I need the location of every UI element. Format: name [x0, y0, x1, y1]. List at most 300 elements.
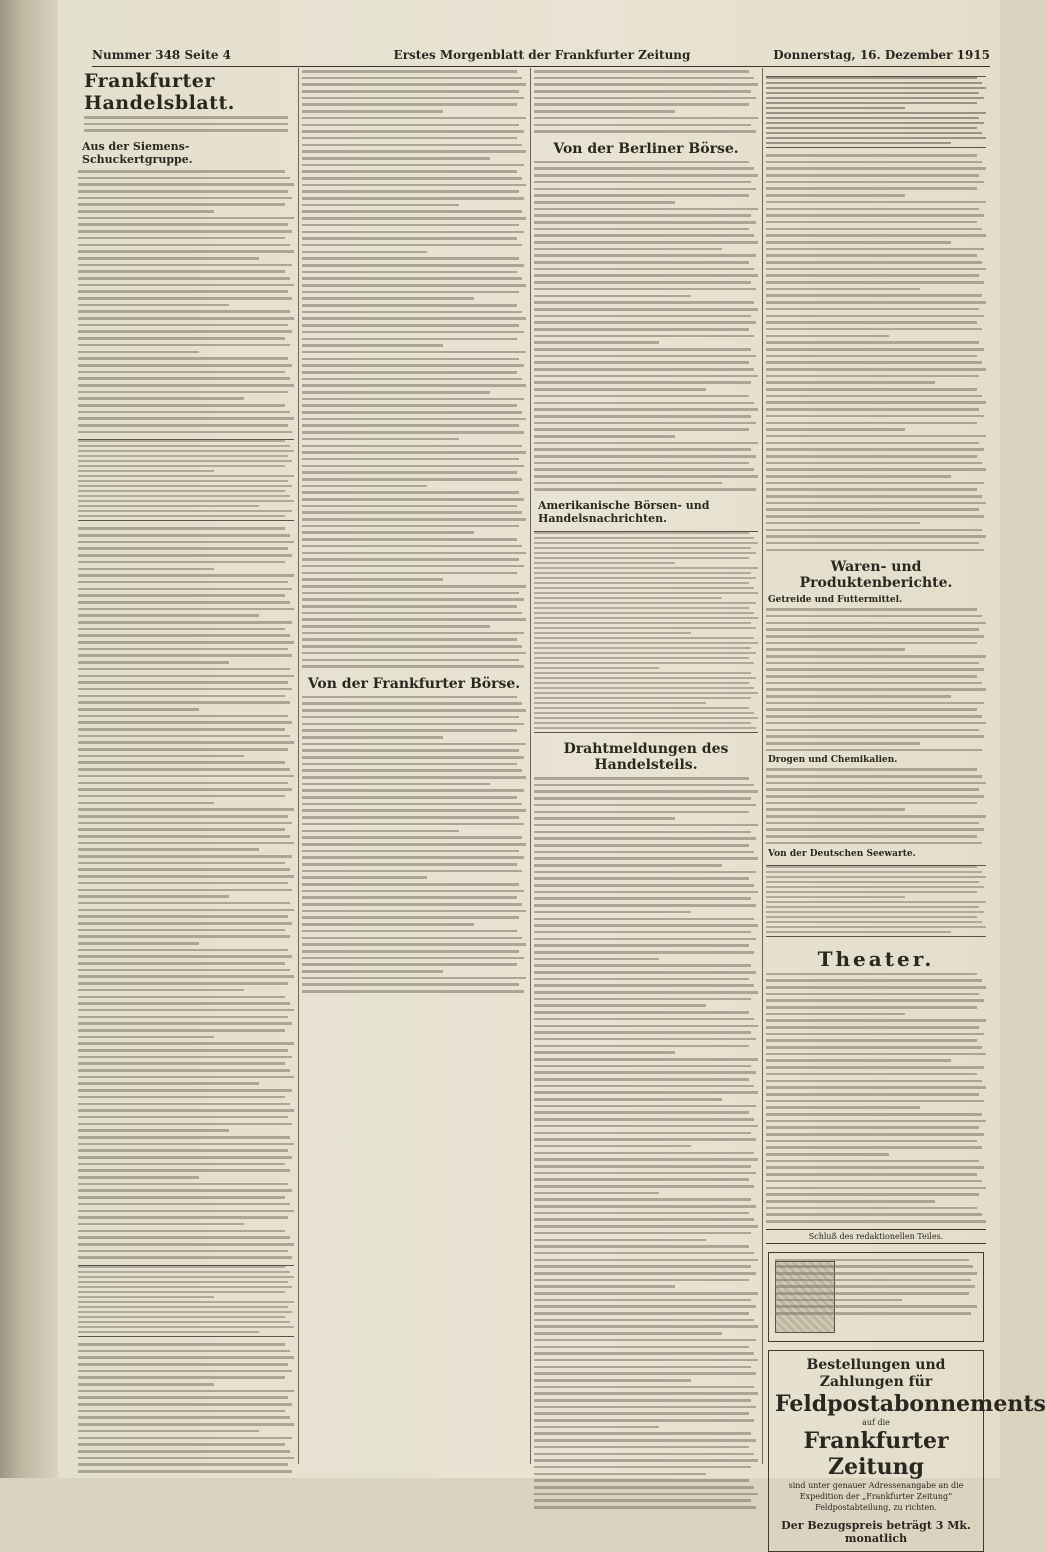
text-line: [302, 90, 519, 93]
text-line: [78, 788, 292, 791]
text-line: [766, 788, 979, 791]
text-line: [78, 1056, 292, 1059]
column-rule: [530, 68, 531, 1464]
text-line: [302, 538, 517, 541]
text-line: [766, 77, 977, 79]
text-line: [534, 702, 706, 704]
text-line: [78, 1266, 285, 1268]
text-line: [766, 886, 984, 888]
text-line: [766, 1073, 977, 1076]
text-line: [78, 588, 292, 591]
text-line: [534, 1506, 756, 1509]
text-line: [78, 470, 214, 472]
text-line: [78, 822, 292, 825]
text-line: [78, 1356, 294, 1359]
text-line: [78, 1096, 285, 1099]
text-line: [302, 729, 517, 732]
text-line: [766, 508, 979, 511]
text-line: [766, 608, 977, 611]
text-line: [534, 891, 758, 894]
text-line: [766, 842, 982, 845]
text-line: [78, 465, 285, 467]
text-line: [302, 317, 526, 320]
text-line: [766, 194, 905, 197]
text-line: [78, 728, 285, 731]
text-line: [534, 90, 751, 93]
text-line: [766, 137, 986, 139]
text-line: [534, 712, 754, 714]
editorial-end-notice: Schluß des redaktionellen Teiles.: [766, 1229, 986, 1244]
text-line: [302, 809, 526, 812]
text-line: [534, 1346, 749, 1349]
text-line: [766, 241, 951, 244]
text-line: [302, 545, 522, 548]
text-line: [78, 445, 290, 447]
text-line: [78, 1403, 292, 1406]
text-line: [302, 950, 519, 953]
text-line: [534, 1118, 754, 1121]
text-line: [766, 1207, 977, 1210]
text-line: [766, 415, 984, 418]
text-line: [302, 970, 443, 973]
text-line: [534, 130, 756, 133]
text-line: [302, 876, 427, 879]
text-line: [534, 657, 749, 659]
text-line: [534, 355, 756, 358]
text-line: [302, 498, 524, 501]
text-line: [775, 1312, 971, 1315]
text-line: [534, 877, 749, 880]
text-line: [302, 297, 474, 300]
text-line: [534, 1172, 756, 1175]
text-line: [78, 431, 292, 434]
text-line: [766, 375, 979, 378]
text-line: [78, 695, 285, 698]
text-line: [534, 1299, 751, 1302]
text-line: [766, 1120, 986, 1123]
text-line: [534, 958, 659, 961]
text-line: [534, 622, 751, 624]
text-line: [302, 398, 524, 401]
text-line: [78, 875, 294, 878]
text-line: [534, 167, 754, 170]
text-line: [766, 1019, 986, 1022]
text-line: [302, 723, 524, 726]
text-line: [78, 581, 288, 584]
text-line: [78, 989, 244, 992]
text-line: [302, 702, 522, 705]
text-line: [534, 931, 751, 934]
text-line: [766, 132, 982, 134]
text-line: [78, 1230, 285, 1233]
text-line: [78, 534, 290, 537]
text-line: [78, 404, 285, 407]
text-line: [78, 1103, 290, 1106]
text-line: [534, 998, 751, 1001]
text-line: [302, 652, 526, 655]
text-line: [78, 755, 244, 758]
text-line: [534, 1132, 751, 1135]
text-line: [766, 668, 984, 671]
text-line: [534, 375, 758, 378]
text-line: [78, 197, 292, 200]
text-line: [766, 435, 986, 438]
text-line: [766, 201, 986, 204]
text-line: [78, 250, 294, 253]
text-line: [766, 782, 986, 785]
text-line: [302, 823, 524, 826]
text-line: [78, 364, 292, 367]
text-line: [766, 401, 986, 404]
text-line: [302, 338, 517, 341]
text-line: [78, 795, 285, 798]
text-line: [766, 335, 889, 338]
text-line: [766, 622, 986, 625]
text-line: [534, 1071, 756, 1074]
text-line: [78, 1129, 229, 1132]
text-line: [534, 214, 751, 217]
text-line: [534, 707, 749, 709]
text-line: [534, 1025, 758, 1028]
text-line: [78, 929, 285, 932]
text-line: [534, 361, 749, 364]
text-line: [78, 1176, 199, 1179]
text-line: [766, 901, 986, 903]
text-line: [534, 542, 758, 544]
text-line: [302, 776, 526, 779]
text-line: [534, 784, 754, 787]
text-line: [78, 768, 290, 771]
text-line: [534, 1473, 706, 1476]
text-line: [302, 438, 459, 441]
text-line: [78, 217, 294, 220]
text-line: [78, 541, 294, 544]
text-line: [534, 1158, 758, 1161]
text-line: [534, 1011, 749, 1014]
text-line: [302, 77, 522, 80]
text-line: [78, 1076, 294, 1079]
text-line: [534, 811, 749, 814]
text-line: [78, 782, 288, 785]
text-line: [534, 672, 751, 674]
text-line: [78, 1443, 285, 1446]
text-line: [534, 1225, 758, 1228]
subheading: Von der Deutschen Seewarte.: [768, 848, 916, 859]
text-line: [534, 442, 758, 445]
text-line: [534, 435, 675, 438]
text-line: [302, 304, 517, 307]
text-line: [78, 440, 285, 442]
text-line: [766, 167, 986, 170]
text-line: [766, 808, 905, 811]
text-line: [302, 70, 517, 73]
text-line: [78, 1089, 292, 1092]
text-line: [302, 284, 526, 287]
text-line: [766, 815, 986, 818]
text-line: [534, 844, 749, 847]
text-line: [534, 884, 754, 887]
text-line: [766, 221, 977, 224]
text-line: [766, 455, 977, 458]
text-line: [534, 632, 691, 634]
text-line: [78, 802, 214, 805]
text-line: [766, 549, 984, 552]
text-line: [78, 614, 259, 617]
text-line: [534, 124, 751, 127]
text-line: [534, 537, 754, 539]
text-line: [534, 552, 756, 554]
text-line: [534, 1392, 758, 1395]
text-line: [534, 83, 758, 86]
text-line: [534, 837, 756, 840]
text-line: [775, 1265, 973, 1268]
text-line: [78, 1189, 292, 1192]
text-line: [78, 608, 294, 611]
text-line: [534, 727, 756, 729]
text-line: [766, 742, 920, 745]
text-line: [78, 748, 288, 751]
text-line: [302, 990, 524, 993]
text-line: [78, 1143, 294, 1146]
text-line: [534, 1486, 754, 1489]
text-line: [78, 982, 288, 985]
text-line: [766, 87, 986, 89]
text-line: [302, 585, 526, 588]
text-line: [302, 264, 524, 267]
text-line: [766, 768, 977, 771]
text-line: [302, 150, 526, 153]
text-line: [534, 348, 751, 351]
text-line: [534, 1446, 749, 1449]
text-line: [78, 270, 285, 273]
text-line: [302, 598, 524, 601]
text-line: [78, 634, 290, 637]
text-line: [78, 848, 259, 851]
text-line: [302, 796, 517, 799]
text-line: [534, 1218, 754, 1221]
text-line: [302, 204, 459, 207]
text-line: [302, 97, 524, 100]
text-line: [534, 964, 751, 967]
text-line: [78, 203, 285, 206]
text-line: [534, 117, 758, 120]
article-body: [534, 161, 758, 491]
text-line: [766, 876, 986, 878]
text-line: [78, 1116, 288, 1119]
text-line: [534, 268, 754, 271]
text-line: [78, 1236, 290, 1239]
text-line: [534, 1279, 749, 1282]
text-line: [302, 83, 526, 86]
text-line: [534, 1185, 754, 1188]
text-line: [534, 1265, 751, 1268]
ad-newspaper-name: Frankfurter Zeitung: [803, 1427, 949, 1480]
text-line: [302, 612, 522, 615]
text-line: [534, 368, 754, 371]
text-line: [766, 234, 986, 237]
text-line: [302, 843, 526, 846]
text-line: [766, 1066, 984, 1069]
article-heading: Aus der Siemens-Schuckertgruppe.: [82, 139, 193, 166]
text-line: [766, 381, 935, 384]
page-number: Nummer 348 Seite 4: [92, 48, 232, 62]
text-line: [78, 1156, 292, 1159]
text-line: [766, 254, 977, 257]
text-line: [766, 1100, 984, 1103]
text-line: [78, 842, 294, 845]
text-line: [534, 1031, 751, 1034]
text-line: [766, 341, 979, 344]
text-line: [78, 371, 285, 374]
text-line: [534, 1386, 754, 1389]
text-line: [534, 984, 754, 987]
text-line: [78, 1069, 290, 1072]
text-line: [302, 763, 517, 766]
text-line: [534, 1366, 751, 1369]
text-line: [766, 208, 979, 211]
text-line: [78, 675, 294, 678]
text-line: [534, 70, 749, 73]
text-line: [302, 244, 522, 247]
text-line: [534, 1085, 754, 1088]
text-line: [766, 112, 986, 114]
text-line: [78, 1256, 292, 1259]
text-line: [78, 701, 290, 704]
text-line: [534, 831, 751, 834]
text-line: [78, 1281, 288, 1283]
text-line: [78, 1321, 290, 1323]
text-line: [302, 124, 519, 127]
text-line: [78, 237, 285, 240]
text-line: [302, 378, 522, 381]
text-line: [534, 488, 756, 491]
text-line: [766, 395, 982, 398]
text-line: [78, 1210, 294, 1213]
text-line: [766, 973, 977, 976]
text-line: [78, 808, 294, 811]
text-line: [766, 127, 977, 129]
text-line: [78, 1250, 288, 1253]
text-line: [78, 902, 290, 905]
text-line: [534, 1406, 756, 1409]
text-line: [302, 324, 519, 327]
text-line: [534, 1239, 706, 1242]
text-line: [302, 465, 524, 468]
text-line: [534, 1192, 659, 1195]
text-line: [78, 1301, 294, 1303]
text-line: [766, 348, 984, 351]
text-line: [302, 709, 526, 712]
text-line: [78, 515, 285, 517]
text-line: [78, 1109, 294, 1112]
text-line: [766, 1080, 982, 1083]
text-line: [766, 408, 979, 411]
text-line: [78, 828, 285, 831]
text-line: [78, 862, 285, 865]
text-line: [302, 411, 522, 414]
text-line: [766, 1213, 982, 1216]
text-line: [766, 448, 984, 451]
text-line: [302, 890, 524, 893]
text-line: [78, 495, 290, 497]
text-line: [302, 291, 519, 294]
text-line: [78, 1286, 292, 1288]
book-binding: [0, 0, 58, 1478]
ad-text: sind unter genauer Adressenangabe an die Expedition der „Frankfurter Zeitung“ Feldpostabteilung, zu richten.: [788, 1480, 964, 1512]
text-line: [302, 271, 517, 274]
text-line: [534, 181, 751, 184]
text-line: [78, 554, 292, 557]
text-line: [78, 490, 285, 492]
text-line: [766, 1200, 935, 1203]
text-line: [534, 1245, 749, 1248]
text-line: [78, 480, 288, 482]
text-line: [534, 1232, 751, 1235]
text-line: [766, 294, 982, 297]
text-line: [534, 577, 756, 579]
text-line: [302, 783, 490, 786]
text-line: [78, 1437, 292, 1440]
text-line: [534, 174, 758, 177]
text-line: [302, 351, 526, 354]
text-line: [766, 388, 977, 391]
text-line: [78, 337, 285, 340]
text-line: [78, 527, 285, 530]
text-line: [534, 722, 751, 724]
text-line: [302, 157, 490, 160]
text-line: [766, 355, 977, 358]
text-line: [766, 1173, 977, 1176]
text-line: [534, 1058, 758, 1061]
text-line: [766, 1140, 977, 1143]
text-line: [766, 261, 982, 264]
weather-table: [766, 865, 986, 937]
text-line: [78, 648, 288, 651]
text-line: [78, 1410, 285, 1413]
text-line: [78, 1036, 214, 1039]
text-line: [534, 455, 756, 458]
text-line: [534, 1018, 754, 1021]
text-line: [302, 358, 519, 361]
text-line: [78, 561, 285, 564]
text-line: [534, 301, 754, 304]
text-line: [78, 721, 292, 724]
text-line: [78, 357, 288, 360]
text-line: [78, 475, 294, 477]
text-line: [534, 415, 751, 418]
issue-date: Donnerstag, 16. Dezember 1915: [773, 48, 990, 62]
text-line: [302, 632, 524, 635]
text-line: [766, 214, 984, 217]
text-line: [766, 1193, 979, 1196]
text-line: [78, 668, 290, 671]
text-line: [766, 488, 977, 491]
article-heading: Von der Berliner Börse.: [553, 140, 739, 157]
text-line: [775, 1299, 902, 1302]
text-line: [534, 234, 754, 237]
text-line: [766, 999, 984, 1002]
article-heading: Von der Frankfurter Börse.: [307, 675, 521, 692]
text-line: [534, 667, 659, 669]
text-line: [775, 1272, 977, 1275]
ad-connector: auf die: [862, 1417, 890, 1427]
text-line: [766, 529, 982, 532]
text-line: [534, 475, 758, 478]
text-line: [534, 1285, 675, 1288]
text-line: [534, 1332, 722, 1335]
text-line: [534, 408, 758, 411]
text-line: [534, 677, 756, 679]
